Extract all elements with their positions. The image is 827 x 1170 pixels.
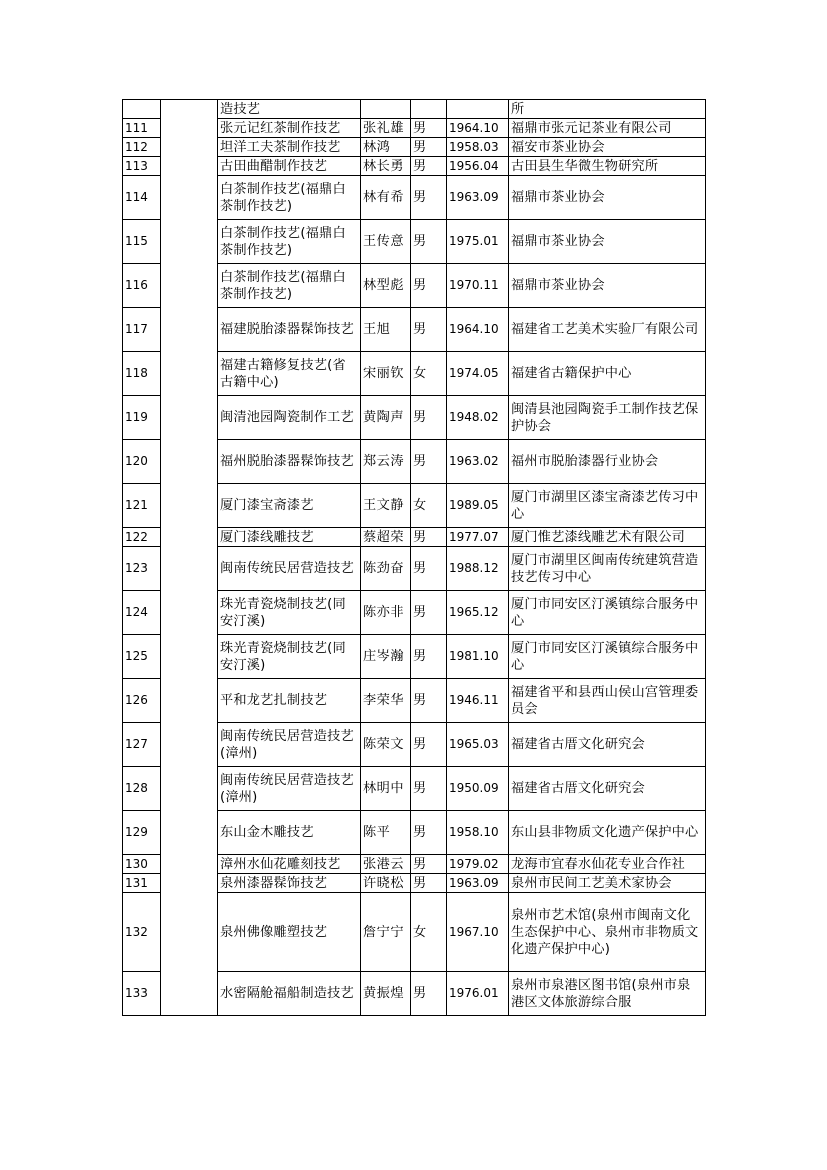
serial-number-cell: 116 <box>123 264 161 308</box>
inheritor-name-cell: 王文静 <box>361 484 411 528</box>
inheritor-name-cell: 林有希 <box>361 176 411 220</box>
gender-cell: 女 <box>411 484 447 528</box>
birth-date-cell: 1964.10 <box>447 119 509 138</box>
gender-cell: 女 <box>411 352 447 396</box>
project-name-cell: 厦门漆宝斋漆艺 <box>218 484 361 528</box>
heritage-inheritor-table <box>122 99 706 1016</box>
serial-number-cell: 123 <box>123 547 161 591</box>
gender-cell: 男 <box>411 157 447 176</box>
inheritor-name-cell: 蔡超荣 <box>361 528 411 547</box>
project-name-cell: 白茶制作技艺(福鼎白茶制作技艺) <box>218 264 361 308</box>
inheritor-name-cell: 黄振煌 <box>361 972 411 1016</box>
protection-unit-cell: 福建省平和县西山侯山宫管理委员会 <box>509 679 706 723</box>
inheritor-name-cell: 庄岑瀚 <box>361 635 411 679</box>
birth-date-cell: 1956.04 <box>447 157 509 176</box>
birth-date-cell: 1958.03 <box>447 138 509 157</box>
inheritor-name-cell <box>361 100 411 119</box>
inheritor-name-cell: 陈荣文 <box>361 723 411 767</box>
table-row <box>123 100 706 119</box>
serial-number-cell: 115 <box>123 220 161 264</box>
serial-number-cell: 128 <box>123 767 161 811</box>
protection-unit-cell: 龙海市宜春水仙花专业合作社 <box>509 855 706 874</box>
protection-unit-cell: 厦门市同安区汀溪镇综合服务中心 <box>509 591 706 635</box>
protection-unit-cell: 福鼎市茶业协会 <box>509 176 706 220</box>
project-name-cell: 福建古籍修复技艺(省古籍中心) <box>218 352 361 396</box>
birth-date-cell: 1989.05 <box>447 484 509 528</box>
birth-date-cell: 1963.09 <box>447 176 509 220</box>
protection-unit-cell: 福建省古厝文化研究会 <box>509 767 706 811</box>
protection-unit-cell: 泉州市民间工艺美术家协会 <box>509 874 706 893</box>
project-name-cell: 泉州漆器髹饰技艺 <box>218 874 361 893</box>
serial-number-cell: 124 <box>123 591 161 635</box>
gender-cell: 男 <box>411 138 447 157</box>
project-name-cell: 珠光青瓷烧制技艺(同安汀溪) <box>218 635 361 679</box>
gender-cell: 女 <box>411 893 447 972</box>
gender-cell: 男 <box>411 591 447 635</box>
serial-number-cell: 130 <box>123 855 161 874</box>
protection-unit-cell: 厦门市湖里区闽南传统建筑营造技艺传习中心 <box>509 547 706 591</box>
protection-unit-cell: 福安市茶业协会 <box>509 138 706 157</box>
inheritor-name-cell: 林型彪 <box>361 264 411 308</box>
gender-cell: 男 <box>411 811 447 855</box>
birth-date-cell: 1958.10 <box>447 811 509 855</box>
serial-number-cell: 113 <box>123 157 161 176</box>
birth-date-cell: 1975.01 <box>447 220 509 264</box>
project-name-cell: 厦门漆线雕技艺 <box>218 528 361 547</box>
serial-number-cell: 125 <box>123 635 161 679</box>
serial-number-cell: 112 <box>123 138 161 157</box>
birth-date-cell: 1976.01 <box>447 972 509 1016</box>
birth-date-cell: 1963.09 <box>447 874 509 893</box>
project-name-cell: 福州脱胎漆器髹饰技艺 <box>218 440 361 484</box>
gender-cell: 男 <box>411 635 447 679</box>
serial-number-cell: 129 <box>123 811 161 855</box>
birth-date-cell: 1963.02 <box>447 440 509 484</box>
gender-cell: 男 <box>411 547 447 591</box>
serial-number-cell: 118 <box>123 352 161 396</box>
inheritor-name-cell: 王旭 <box>361 308 411 352</box>
protection-unit-cell: 厦门市湖里区漆宝斋漆艺传习中心 <box>509 484 706 528</box>
inheritor-name-cell: 郑云涛 <box>361 440 411 484</box>
project-name-cell: 坦洋工夫茶制作技艺 <box>218 138 361 157</box>
gender-cell: 男 <box>411 308 447 352</box>
birth-date-cell: 1977.07 <box>447 528 509 547</box>
protection-unit-cell: 泉州市泉港区图书馆(泉州市泉港区文体旅游综合服 <box>509 972 706 1016</box>
birth-date-cell: 1988.12 <box>447 547 509 591</box>
gender-cell: 男 <box>411 528 447 547</box>
project-name-cell: 古田曲醋制作技艺 <box>218 157 361 176</box>
protection-unit-cell: 福鼎市茶业协会 <box>509 264 706 308</box>
gender-cell: 男 <box>411 723 447 767</box>
protection-unit-cell: 古田县生华微生物研究所 <box>509 157 706 176</box>
birth-date-cell: 1981.10 <box>447 635 509 679</box>
protection-unit-cell: 厦门惟艺漆线雕艺术有限公司 <box>509 528 706 547</box>
gender-cell: 男 <box>411 176 447 220</box>
serial-number-cell: 122 <box>123 528 161 547</box>
serial-number-cell: 126 <box>123 679 161 723</box>
inheritor-name-cell: 林长勇 <box>361 157 411 176</box>
serial-number-cell: 131 <box>123 874 161 893</box>
birth-date-cell: 1967.10 <box>447 893 509 972</box>
gender-cell: 男 <box>411 396 447 440</box>
project-name-cell: 水密隔舱福船制造技艺 <box>218 972 361 1016</box>
birth-date-cell: 1964.10 <box>447 308 509 352</box>
birth-date-cell: 1948.02 <box>447 396 509 440</box>
protection-unit-cell: 福州市脱胎漆器行业协会 <box>509 440 706 484</box>
project-name-cell: 东山金木雕技艺 <box>218 811 361 855</box>
inheritor-name-cell: 张礼雄 <box>361 119 411 138</box>
serial-number-cell: 111 <box>123 119 161 138</box>
serial-number-cell: 120 <box>123 440 161 484</box>
gender-cell <box>411 100 447 119</box>
protection-unit-cell: 福建省古厝文化研究会 <box>509 723 706 767</box>
inheritor-name-cell: 林明中 <box>361 767 411 811</box>
birth-date-cell: 1950.09 <box>447 767 509 811</box>
gender-cell: 男 <box>411 119 447 138</box>
project-name-cell: 白茶制作技艺(福鼎白茶制作技艺) <box>218 176 361 220</box>
serial-number-cell: 121 <box>123 484 161 528</box>
inheritor-name-cell: 陈亦非 <box>361 591 411 635</box>
inheritor-name-cell: 李荣华 <box>361 679 411 723</box>
serial-number-cell: 114 <box>123 176 161 220</box>
protection-unit-cell: 福建省古籍保护中心 <box>509 352 706 396</box>
protection-unit-cell: 厦门市同安区汀溪镇综合服务中心 <box>509 635 706 679</box>
gender-cell: 男 <box>411 679 447 723</box>
protection-unit-cell: 福鼎市张元记茶业有限公司 <box>509 119 706 138</box>
inheritor-name-cell: 陈平 <box>361 811 411 855</box>
protection-unit-cell: 所 <box>509 100 706 119</box>
inheritor-name-cell: 许晓松 <box>361 874 411 893</box>
project-name-cell: 闽南传统民居营造技艺(漳州) <box>218 723 361 767</box>
birth-date-cell: 1970.11 <box>447 264 509 308</box>
serial-number-cell: 133 <box>123 972 161 1016</box>
birth-date-cell: 1946.11 <box>447 679 509 723</box>
birth-date-cell: 1979.02 <box>447 855 509 874</box>
project-name-cell: 福建脱胎漆器髹饰技艺 <box>218 308 361 352</box>
gender-cell: 男 <box>411 264 447 308</box>
gender-cell: 男 <box>411 220 447 264</box>
gender-cell: 男 <box>411 440 447 484</box>
birth-date-cell: 1965.12 <box>447 591 509 635</box>
protection-unit-cell: 东山县非物质文化遗产保护中心 <box>509 811 706 855</box>
project-name-cell: 白茶制作技艺(福鼎白茶制作技艺) <box>218 220 361 264</box>
project-name-cell: 珠光青瓷烧制技艺(同安汀溪) <box>218 591 361 635</box>
gender-cell: 男 <box>411 972 447 1016</box>
gender-cell: 男 <box>411 855 447 874</box>
protection-unit-cell: 闽清县池园陶瓷手工制作技艺保护协会 <box>509 396 706 440</box>
inheritor-name-cell: 陈劲奋 <box>361 547 411 591</box>
inheritor-name-cell: 张港云 <box>361 855 411 874</box>
project-name-cell: 泉州佛像雕塑技艺 <box>218 893 361 972</box>
project-name-cell: 闽南传统民居营造技艺(漳州) <box>218 767 361 811</box>
inheritor-name-cell: 王传意 <box>361 220 411 264</box>
project-name-cell: 闽南传统民居营造技艺 <box>218 547 361 591</box>
birth-date-cell: 1974.05 <box>447 352 509 396</box>
birth-date-cell <box>447 100 509 119</box>
project-name-cell: 造技艺 <box>218 100 361 119</box>
category-column-cell <box>161 100 218 1016</box>
inheritor-name-cell: 宋丽钦 <box>361 352 411 396</box>
table-body <box>123 100 706 1016</box>
protection-unit-cell: 福建省工艺美术实验厂有限公司 <box>509 308 706 352</box>
protection-unit-cell: 福鼎市茶业协会 <box>509 220 706 264</box>
project-name-cell: 漳州水仙花雕刻技艺 <box>218 855 361 874</box>
inheritor-name-cell: 詹宁宁 <box>361 893 411 972</box>
project-name-cell: 平和龙艺扎制技艺 <box>218 679 361 723</box>
inheritor-name-cell: 林鸿 <box>361 138 411 157</box>
gender-cell: 男 <box>411 874 447 893</box>
project-name-cell: 闽清池园陶瓷制作工艺 <box>218 396 361 440</box>
gender-cell: 男 <box>411 767 447 811</box>
serial-number-cell: 127 <box>123 723 161 767</box>
protection-unit-cell: 泉州市艺术馆(泉州市闽南文化生态保护中心、泉州市非物质文化遗产保护中心) <box>509 893 706 972</box>
serial-number-cell: 117 <box>123 308 161 352</box>
serial-number-cell <box>123 100 161 119</box>
serial-number-cell: 132 <box>123 893 161 972</box>
project-name-cell: 张元记红茶制作技艺 <box>218 119 361 138</box>
birth-date-cell: 1965.03 <box>447 723 509 767</box>
serial-number-cell: 119 <box>123 396 161 440</box>
inheritor-name-cell: 黄陶声 <box>361 396 411 440</box>
